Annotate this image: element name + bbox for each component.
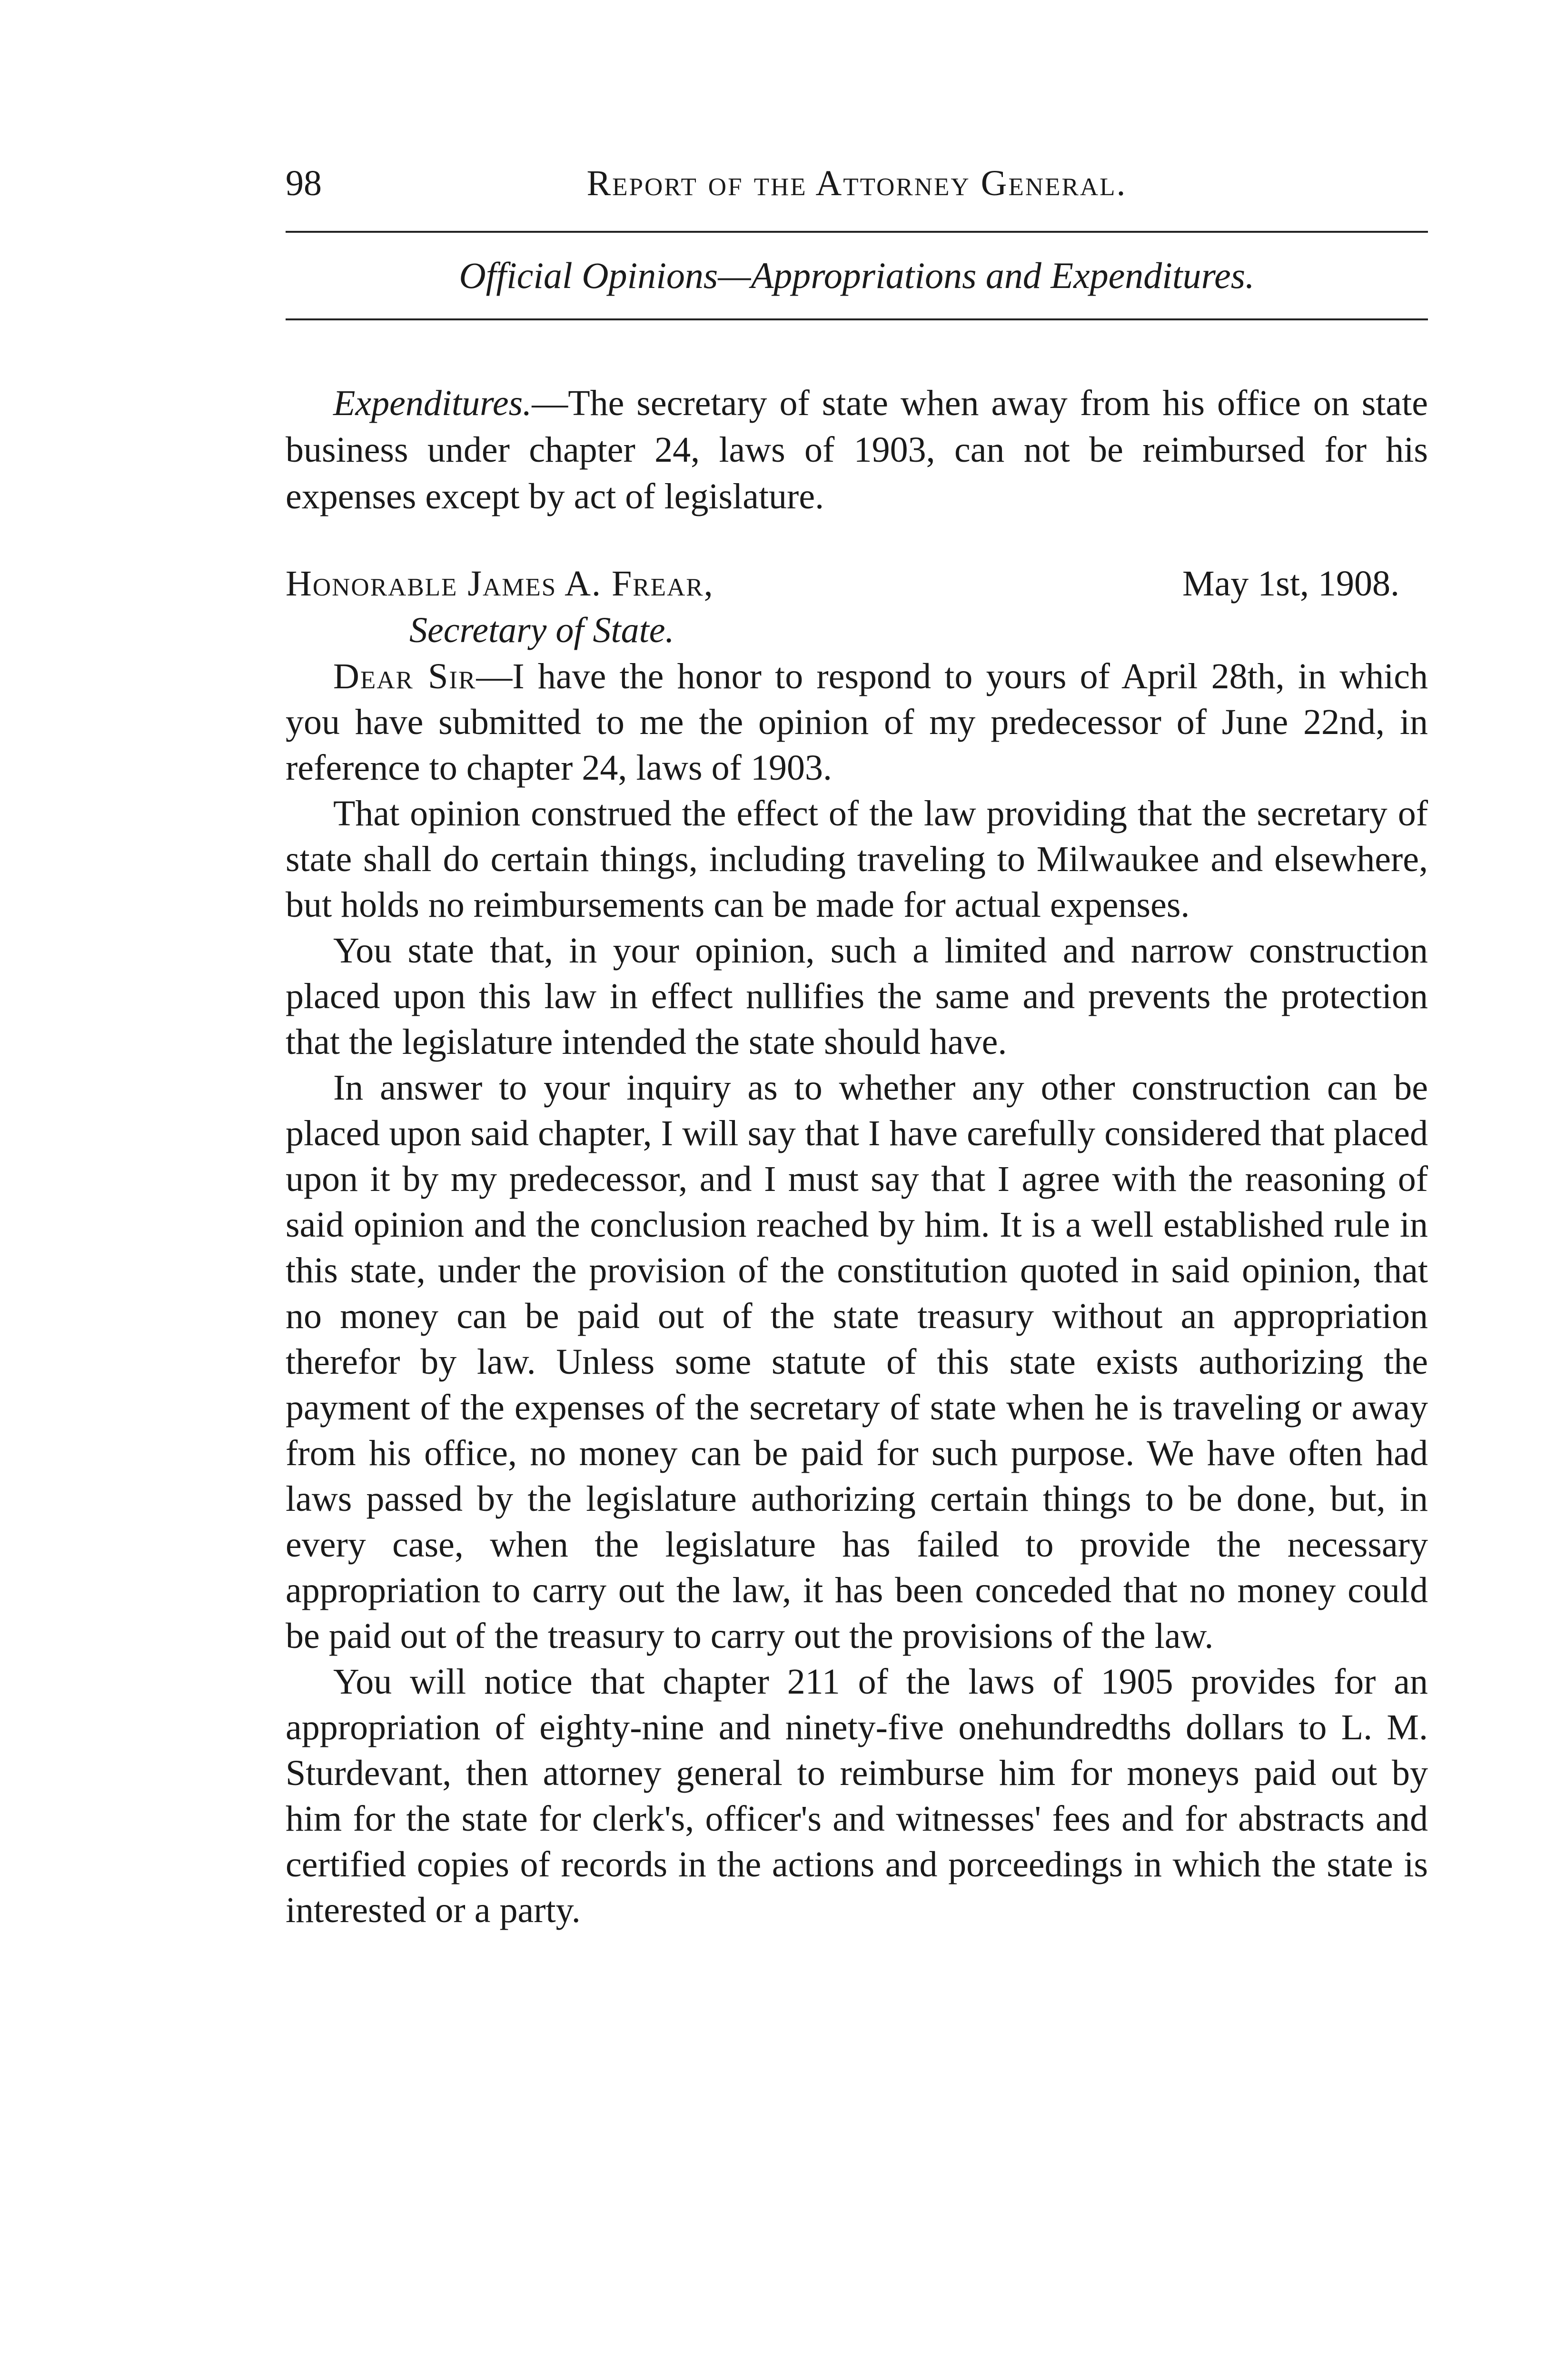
paragraph-text: —I have the honor to respond to yours of April 28th, in which you have submitted to me the opinion of my predecessor of June 22nd, in reference to chapter 24, laws of 1903. [286,656,1428,788]
syllabus-lead: Expenditures. [333,383,532,423]
page-number: 98 [286,163,322,203]
syllabus-text: —The secretary of state when away from his office on state business under chapter 24, laws of 1903, can not be reimbursed for his expenses except by act of legislature. [286,383,1428,516]
body-paragraph: You state that, in your opinion, such a limited and narrow construction placed upon this law in effect nullifies the same and prevents the protection that the legislature intended the state should have. [286,931,1428,1062]
address-block [286,560,1428,654]
document-page [286,157,1428,1933]
bottom-rule [286,318,1428,320]
syllabus [286,380,1428,520]
body-paragraph: You will notice that chapter 211 of the laws of 1905 provides for an appropriation of eighty-nine and ninety-five onehundredths dollars to L. M. Sturdevant, then attorney general to reimburse him for moneys paid out by him for the state for clerk's, officer's and witnesses' fees and for abstracts and certified copies of records in the actions and porceedings in which the state is interested or a party. [286,1662,1428,1930]
addressee-row [286,560,1428,607]
salutation: Dear Sir [333,656,476,696]
body-paragraph: In answer to your inquiry as to whether any other construction can be placed upon said chapter, I will say that I have carefully considered that placed upon it by my predecessor, and I must say that I agree with the reasoning of said opinion and the conclusion reached by him. It is a well established rule in this state, under the provision of the constitution quoted in said opinion, that no money can be paid out of the state treasury without an appropriation therefor by law. Unless some statute of this state exists authorizing the payment of the expenses of the secretary of state when he is traveling or away from his office, no money can be paid for such purpose. We have often had laws passed by the legislature authorizing certain things to be done, but, in every case, when the legislature has failed to provide the necessary appropriation to carry out the law, it has been conceded that no money could be paid out of the treasury to carry out the provisions of the law. [286,1068,1428,1656]
letter-date: May 1st, 1908. [1182,564,1399,604]
body-paragraph [286,654,1428,791]
top-rule [286,231,1428,233]
addressee-title: Secretary of State. [409,610,674,650]
body-paragraph: That opinion construed the effect of the law providing that the secretary of state shall do certain things, including traveling to Milwaukee and elsewhere, but holds no reimbursements can be made for actual expenses. [286,793,1428,925]
section-heading: Official Opinions—Appropriations and Expenditures. [459,255,1255,296]
running-header [286,157,1428,209]
running-title: Report of the Attorney General. [586,163,1127,203]
addressee: Honorable James A. Frear, [286,564,714,604]
